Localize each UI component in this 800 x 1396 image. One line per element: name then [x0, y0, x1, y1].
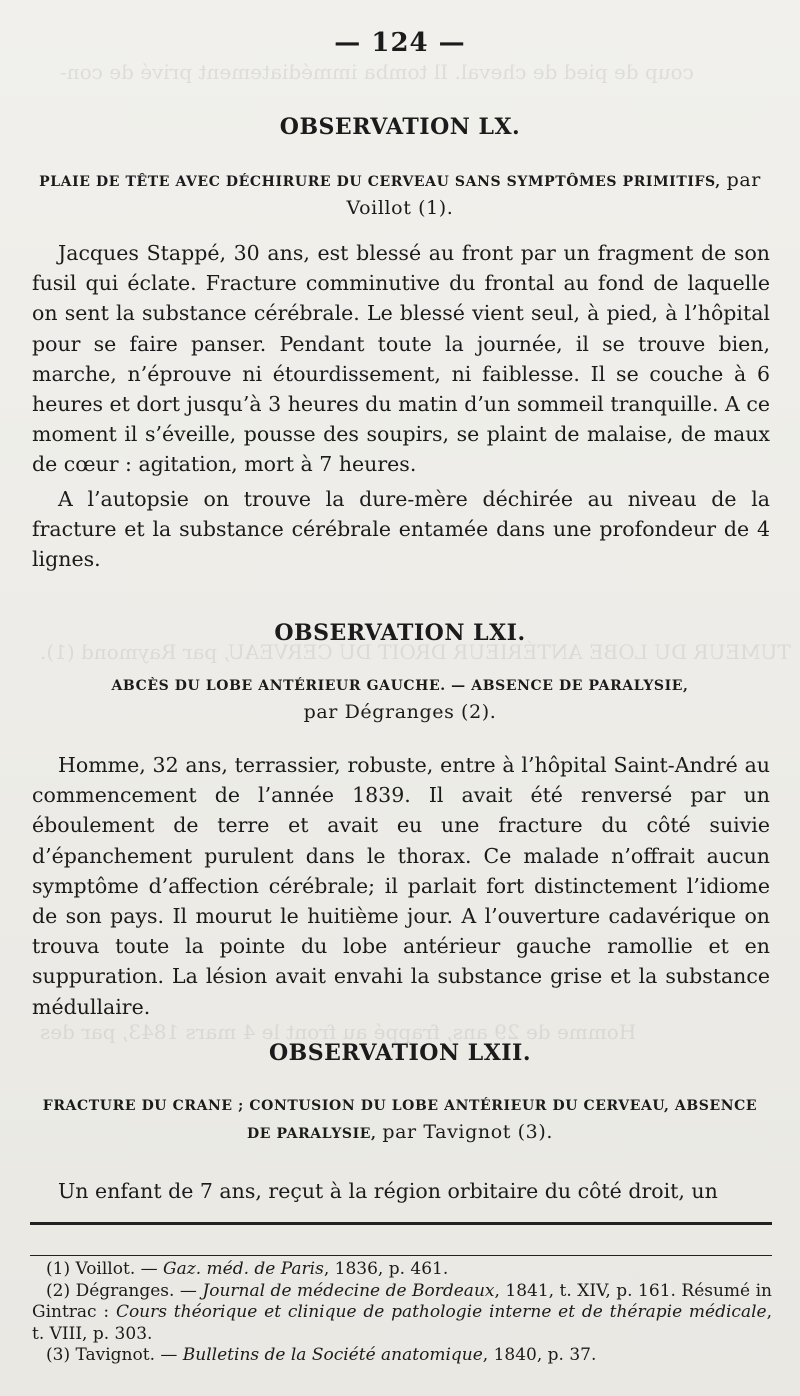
footnote-2: (2) Dégranges. — Journal de médecine de Bordeaux, 1841, t. XIV, p. 161. Résumé in Gintrac : Cours théorique et clinique de pathologie interne et de thérapie médicale, t. VIII, p. 303. — [32, 1280, 772, 1344]
observation-title: OBSERVATION LXII. — [268, 1040, 531, 1066]
observation-paragraph — [32, 238, 770, 480]
bleedthrough-text: coup de pied de cheval. Il tomba immédiatement privé de con- — [60, 60, 694, 84]
observation-caption — [30, 167, 770, 222]
observation-paragraph — [32, 484, 770, 575]
footnotes — [32, 1259, 772, 1367]
footnote-3: (3) Tavignot. — Bulletins de la Société anatomique, 1840, p. 37. — [46, 1345, 597, 1365]
observation-caption — [30, 1092, 770, 1147]
paragraph-text: Un enfant de 7 ans, reçut à la région orbitaire du côté droit, un — [58, 1179, 718, 1203]
observation-title: OBSERVATION LX. — [279, 114, 521, 140]
paragraph-text: Homme, 32 ans, terrassier, robuste, entre à l’hôpital Saint-André au commencement de l’année 1839. Il avait été renversé par un éboulement de terre et avait eu une fracture du côté suivie d’épanchement purulent dans le thorax. Ce malade n’offrait aucun symptôme d’affection cérébrale; il parlait fort distinctement l’idiome de son pays. Il mourut le huitième jour. A l’ouverture cadavérique on trouva toute la pointe du lobe antérieur gauche ramollie et en suppuration. La lésion avait envahi la substance grise et la substance médullaire. — [32, 753, 770, 1019]
observation-caption — [30, 672, 770, 726]
page-number: — 124 — — [334, 28, 466, 58]
caption-text: FRACTURE DU CRANE ; CONTUSION DU LOBE ANTÉRIEUR DU CERVEAU, ABSENCE DE PARALYSIE, — [42, 1098, 758, 1142]
bleedthrough-text: TUMEUR DU LOBE ANTÉRIEUR DROIT DU CERVEAU, par Raymond (1). — [40, 640, 791, 664]
paragraph-text: A l’autopsie on trouve la dure-mère déchirée au niveau de la fracture et la substance cérébrale entamée dans une profondeur de 4 lignes. — [32, 487, 770, 572]
footnote-1: (1) Voillot. — Gaz. méd. de Paris, 1836, p. 461. — [46, 1259, 449, 1279]
observation-paragraph — [32, 1176, 770, 1206]
caption-byline: par Tavignot (3). — [382, 1121, 553, 1143]
observation-paragraph — [32, 750, 770, 1022]
observation-title: OBSERVATION LXI. — [274, 620, 526, 646]
section-rule — [30, 1222, 772, 1225]
footnote-rule — [30, 1255, 772, 1256]
caption-byline: par Voillot (1). — [346, 169, 761, 219]
caption-text: PLAIE DE TÊTE AVEC DÉCHIRURE DU CERVEAU SANS SYMPTÔMES PRIMITIFS, — [39, 174, 721, 190]
caption-byline: par Dégranges (2). — [303, 701, 497, 723]
caption-text: ABCÈS DU LOBE ANTÉRIEUR GAUCHE. — ABSENCE DE PARALYSIE, — [111, 678, 689, 694]
bleedthrough-text: Homme de 29 ans, frappé au front le 4 mars 1843, par des — [40, 1020, 637, 1044]
paragraph-text: Jacques Stappé, 30 ans, est blessé au front par un fragment de son fusil qui éclate. Fracture comminutive du frontal au fond de laquelle on sent la substance cérébrale. Le blessé vient seul, à pied, à l’hôpital pour se faire panser. Pendant toute la journée, il se trouve bien, marche, n’éprouve ni étourdissement, ni faiblesse. Il se couche à 6 heures et dort jusqu’à 3 heures du matin d’un sommeil tranquille. A ce moment il s’éveille, pousse des soupirs, se plaint de malaise, de maux de cœur : agitation, mort à 7 heures. — [32, 241, 770, 477]
